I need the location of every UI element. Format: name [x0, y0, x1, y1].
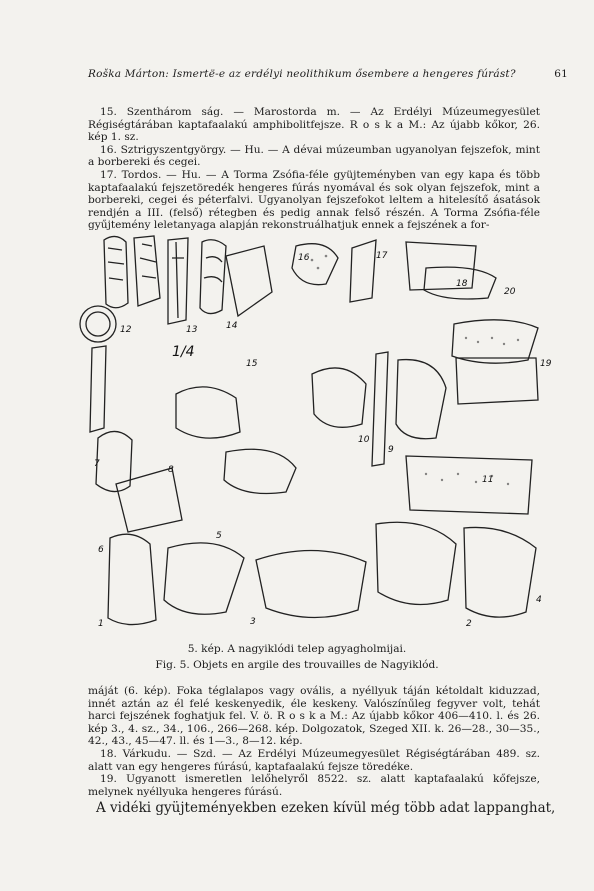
entry-19: 19. Ugyanott ismeretlen lelőhelyről 8522. sz. alatt kaptafaalakú kőfejsze, melynek nyéllyuka hengeres fúrású.	[88, 773, 540, 798]
artifact-drawing	[312, 368, 366, 427]
artifact-drawing	[172, 242, 184, 318]
artifact-drawing	[116, 468, 182, 532]
artifact-drawing	[224, 449, 296, 493]
figure-label: 6	[98, 545, 104, 555]
artifact-texture	[491, 337, 493, 339]
artifact-drawing	[464, 527, 536, 617]
artifact-drawing	[86, 312, 110, 336]
artifact-drawing	[90, 346, 106, 432]
artifact-drawing	[134, 236, 160, 306]
artifact-drawings	[76, 228, 558, 638]
figure-plate	[76, 228, 558, 638]
artifact-drawing	[292, 244, 338, 285]
artifact-texture	[441, 479, 443, 481]
figure-label: 7	[94, 459, 100, 469]
artifact-drawing	[256, 550, 366, 617]
artifact-drawing	[176, 387, 240, 438]
figure-label: 16	[298, 253, 310, 263]
figure-label: 2	[466, 619, 472, 629]
artifact-texture	[503, 343, 505, 345]
paragraph-continuation: máját (6. kép). Foka téglalapos vagy ovális, a nyéllyuk táján kétoldalt kiduzzad, innét aztán az él felé keskenyedik, éle keskeny. Valószínűleg fegyver volt, tehát harci fejszének foghatjuk fel. V. ö. R o s k a M.: Az újabb kőkor 406—410. l. és 26. kép 3., 4. sz., 34., 106., 266—268. kép. Dolgozatok, Szeged XII. k. 26—28., 30—35., 42., 43., 45—47. ll. és 1—3., 8—12. kép.	[88, 685, 540, 748]
figure-label: 1	[98, 619, 104, 629]
figure-label: 17	[376, 251, 388, 261]
artifact-drawing	[350, 240, 376, 302]
figure-label: 19	[540, 359, 552, 369]
figure-label: 15	[246, 359, 258, 369]
figure-scale-label: 1/4	[172, 344, 195, 360]
running-title: Roška Márton: Ismertë-e az erdélyi neolithikum ősembere a hengeres fúrást?	[88, 68, 516, 80]
artifact-texture	[325, 255, 328, 258]
artifact-texture	[311, 259, 314, 262]
figure-caption-fr: Fig. 5. Objets en argile des trouvailles de Nagyiklód.	[155, 659, 439, 671]
entry-16: 16. Sztrigyszentgyörgy. — Hu. — A dévai múzeumban ugyanolyan fejszefok, mint a borbereki és cegei.	[88, 143, 540, 169]
artifact-texture	[517, 339, 519, 341]
artifact-texture	[425, 473, 427, 475]
artifact-drawing	[372, 352, 388, 466]
artifact-texture	[317, 267, 320, 270]
artifact-drawing	[204, 257, 222, 282]
artifact-texture	[507, 483, 509, 485]
closing-line: A vidéki gyüjteményekben ezeken kívül még több adat lappanghat,	[96, 800, 556, 816]
artifact-drawing	[104, 236, 128, 307]
figure-label: 12	[120, 325, 132, 335]
figure-label: 3	[250, 617, 256, 627]
running-head	[88, 68, 568, 80]
top-text-block	[88, 106, 540, 232]
figure-label: 4	[536, 595, 542, 605]
figure-label: 18	[456, 279, 468, 289]
figure-label: 13	[186, 325, 198, 335]
artifact-drawing	[96, 431, 132, 491]
figure-caption-hu: 5. kép. A nagyiklódi telep agyagholmijai.	[187, 643, 407, 655]
artifact-drawing	[226, 246, 272, 316]
entry-18: 18. Várkudu. — Szd. — Az Erdélyi Múzeumegyesület Régiségtárában 489. sz. alatt van egy hengeres fúrású, kaptafaalakú fejsze töredéke.	[88, 747, 540, 773]
figure-label: 14	[226, 321, 238, 331]
figure-label: 10	[358, 435, 370, 445]
artifact-drawing	[456, 358, 538, 404]
artifact-drawing	[108, 534, 156, 624]
artifact-drawing	[108, 248, 124, 280]
bottom-text-block	[88, 685, 540, 798]
entry-17: 17. Tordos. — Hu. — A Torma Zsófia-féle gyüjteményben van egy kapa és több kaptafaalakú fejszetöredék hengeres fúrás nyomával és sok olyan fejszefok, mint a borbereki, cegei és péterfalvi. Ugyanolyan fejszefokot leltem a hitelesítő ásatások rendjén a III. (felső) rétegben és pedig annak felső részén. A Torma Zsófia-féle gyűjtemény leletanyaga alapján rekonstruálhatjuk ennek a fejszének a for-	[88, 168, 540, 232]
artifact-texture	[475, 481, 477, 483]
figure-label: 5	[216, 531, 222, 541]
artifact-drawing	[396, 360, 446, 439]
artifact-texture	[477, 341, 479, 343]
artifact-drawing	[406, 456, 532, 514]
figure-label: 8	[168, 465, 174, 475]
page-number: 61	[554, 68, 568, 80]
artifact-drawing	[164, 543, 244, 614]
artifact-drawing	[452, 320, 538, 363]
artifact-texture	[457, 473, 459, 475]
artifact-drawing	[140, 244, 156, 278]
figure-label: 11	[482, 475, 494, 485]
artifact-drawing	[376, 522, 456, 604]
entry-15: 15. Szenthárom ság. — Marostorda m. — Az Erdélyi Múzeumegyesület Régiségtárában kaptafaalakú amphibolitfejsze. R o s k a M.: Az újabb kőkor, 26. kép 1. sz.	[88, 106, 540, 144]
figure-label: 9	[388, 445, 394, 455]
figure-label: 20	[504, 287, 516, 297]
artifact-texture	[465, 337, 467, 339]
